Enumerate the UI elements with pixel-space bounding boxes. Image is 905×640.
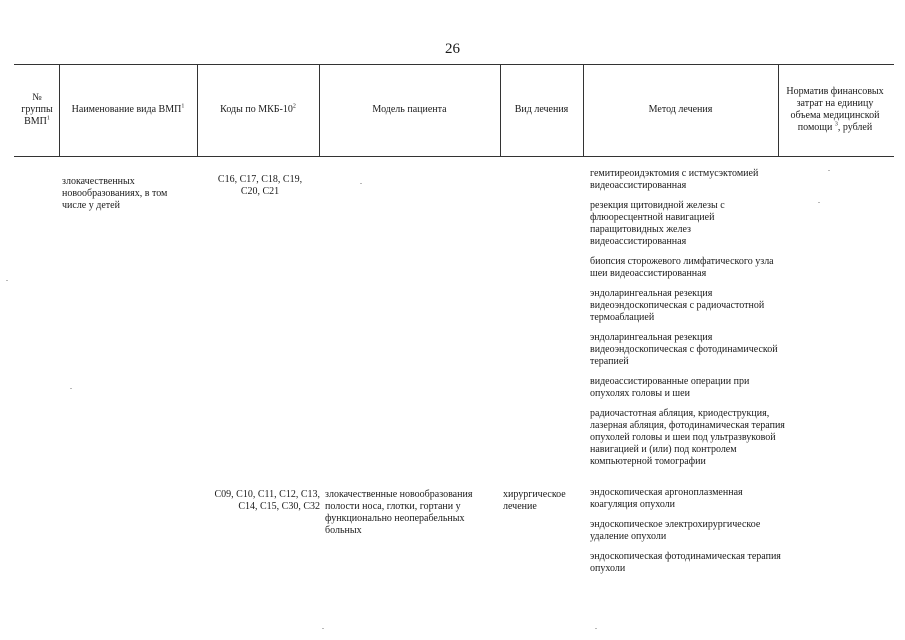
header-vmp-name: Наименование вида ВМП$^1$ [71,103,185,115]
scan-speck [595,628,597,629]
scan-speck [828,170,830,171]
header-treatment-method: Метод лечения [648,104,713,115]
header-group-number: № группы ВМП$^1$ [21,92,53,127]
header-cost-standard: Норматив финансовых затрат на единицу объема медицинской помощи $^3$, рублей [786,86,884,133]
header-icd-codes: Коды по МКБ-$10^2$ [220,103,296,115]
scan-speck [818,202,820,203]
treatment-type-cell: хирургическое лечение [503,489,566,512]
method-item: эндоскопическое электрохирургическое удаление опухоли [590,519,761,542]
icd-codes-cell: C09, C10, C11, C12, C13, C14, C15, C30, C32 [214,489,320,512]
scan-speck [322,628,324,629]
method-list [590,168,785,476]
header-patient-model: Модель пациента [372,104,447,115]
page-number: 26 [445,41,460,57]
icd-codes-cell: C16, C17, C18, C19, C20, C21 [217,174,303,197]
header-treatment-type: Вид лечения [514,104,569,115]
method-item: гемитиреоидэктомия с истмусэктомией видеоассистированная [590,168,759,191]
method-item: радиочастотная абляция, криодеструкция, лазерная абляция, фотодинамическая терапия опухолей головы и шеи под ультразвуковой навигацией и (или) под контролем компьютерной томографии [590,408,785,467]
method-list [590,487,785,583]
scan-speck [6,280,8,281]
method-item: эндоларингеальная резекция видеоэндоскопическая с фотодинамической терапией [590,332,778,367]
scan-speck [70,388,72,389]
header-divider [778,64,779,156]
vmp-name-cell: злокачественных новообразованиях, в том числе у детей [62,176,168,211]
scan-speck [360,183,362,184]
method-item: эндоларингеальная резекция видеоэндоскопическая с радиочастотной термоаблацией [590,288,765,323]
method-item: эндоскопическая аргоноплазменная коагуляция опухоли [590,487,743,510]
method-item: эндоскопическая фотодинамическая терапия опухоли [590,551,781,574]
header-bottom-border [14,156,894,157]
method-item: биопсия сторожевого лимфатического узла шеи видеоассистированная [590,256,774,279]
method-item: видеоассистированные операции при опухолях головы и шеи [590,376,750,399]
patient-model-cell: злокачественные новообразования полости носа, глотки, гортани у функционально неоперабельных больных [325,489,473,536]
method-item: резекция щитовидной железы с флюоресцентной навигацией паращитовидных желез видеоассистированная [590,200,725,247]
